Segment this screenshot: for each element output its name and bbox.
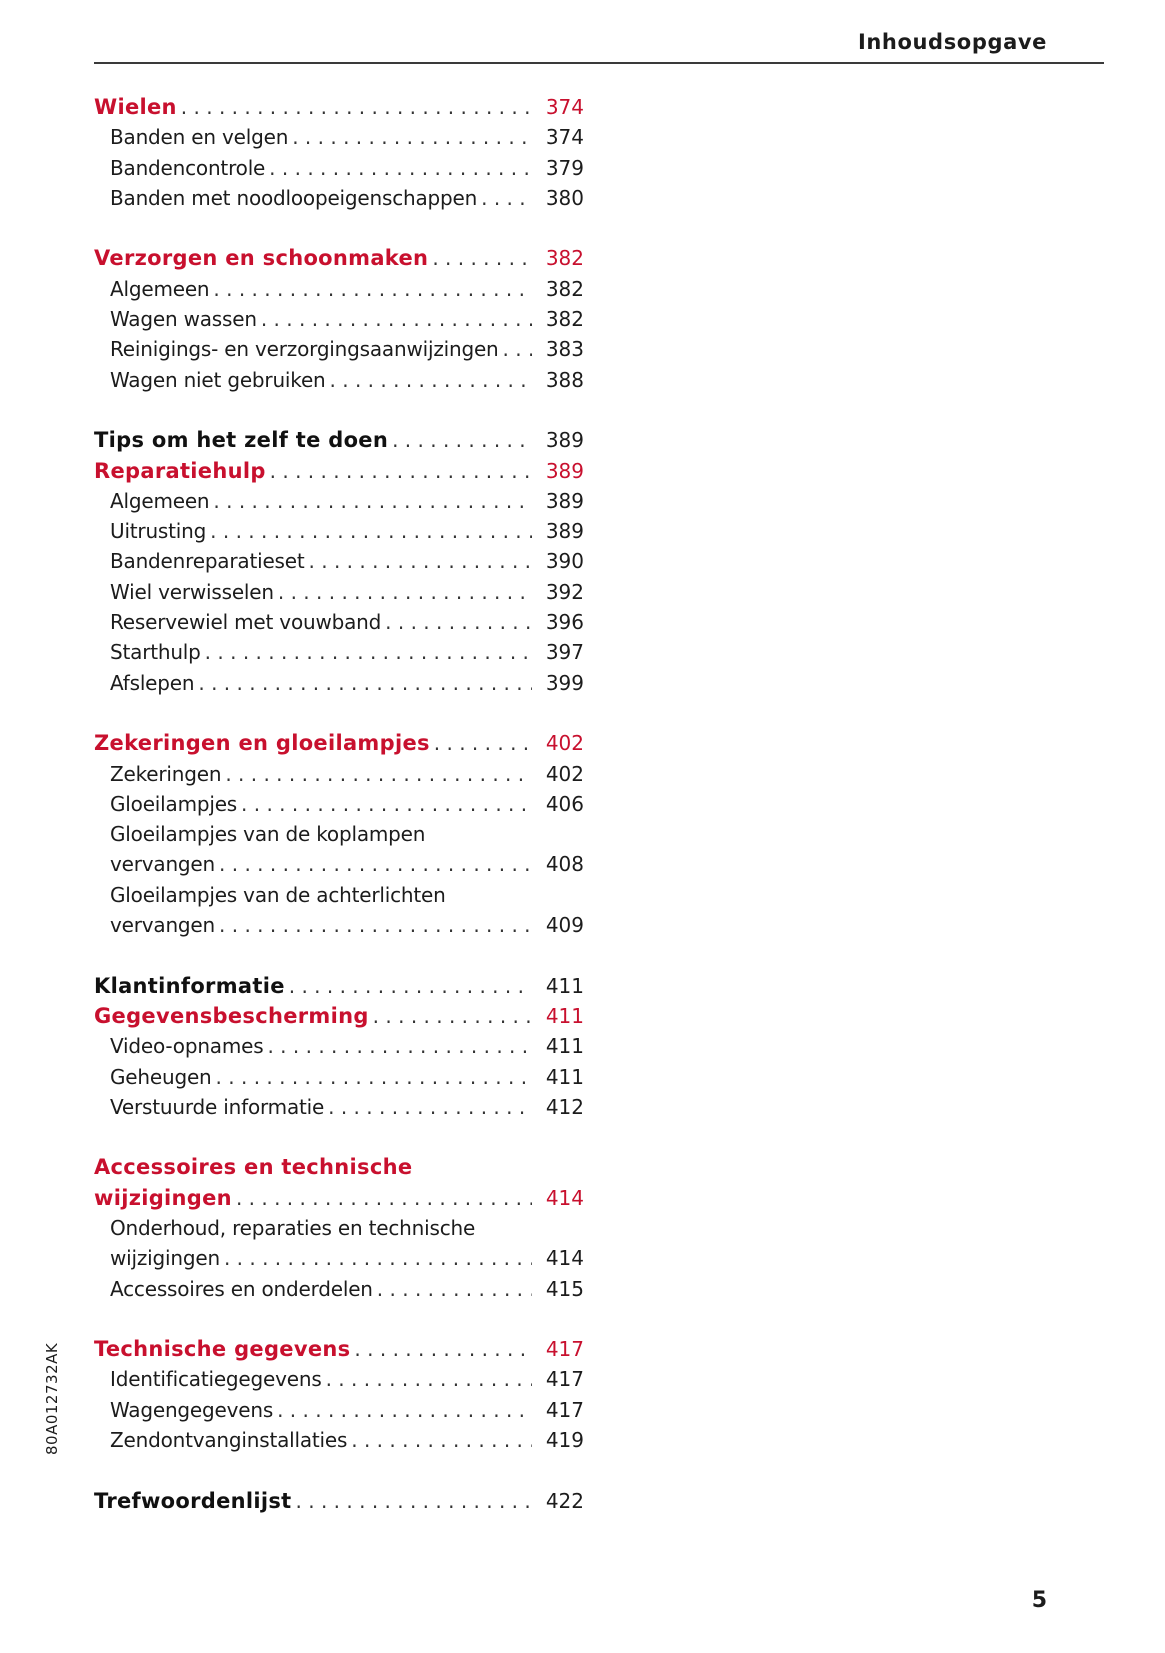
toc-label: Video-opnames bbox=[110, 1034, 264, 1059]
toc-section[interactable] bbox=[94, 1486, 584, 1516]
dot-leader bbox=[269, 153, 532, 183]
toc-entry[interactable] bbox=[94, 910, 584, 940]
toc-entry[interactable] bbox=[94, 789, 584, 819]
toc-label: Reservewiel met vouwband bbox=[110, 610, 382, 635]
toc-spacer bbox=[94, 1455, 584, 1485]
dot-leader bbox=[292, 122, 532, 152]
dot-leader bbox=[198, 668, 532, 698]
toc-page-number: 397 bbox=[545, 640, 584, 665]
toc-spacer bbox=[94, 698, 584, 728]
toc-entry[interactable] bbox=[94, 1425, 584, 1455]
toc-label: Wielen bbox=[94, 95, 177, 119]
toc-label: Banden en velgen bbox=[110, 125, 289, 150]
toc-page-number: 392 bbox=[545, 579, 584, 604]
toc-entry[interactable] bbox=[94, 546, 584, 576]
toc-page-number: 411 bbox=[545, 1003, 584, 1028]
toc-label: Technische gegevens bbox=[94, 1337, 351, 1362]
toc-spacer bbox=[94, 395, 584, 425]
toc-page-number: 399 bbox=[545, 670, 584, 695]
dot-leader bbox=[377, 1274, 532, 1304]
toc-section[interactable] bbox=[94, 456, 584, 486]
toc-spacer bbox=[94, 1122, 584, 1152]
toc-page-number: 419 bbox=[545, 1428, 584, 1453]
page-header-title: Inhoudsopgave bbox=[857, 30, 1047, 54]
toc-label: vervangen bbox=[110, 913, 216, 938]
toc-entry[interactable] bbox=[94, 183, 584, 213]
dot-leader bbox=[267, 1031, 532, 1061]
toc-page-number: 396 bbox=[545, 610, 584, 635]
toc-label: Accessoires en technische bbox=[94, 1155, 413, 1180]
dot-leader bbox=[278, 577, 532, 607]
toc-entry[interactable] bbox=[94, 1031, 584, 1061]
toc-page-number: 380 bbox=[545, 185, 584, 210]
toc-label: Klantinformatie bbox=[94, 973, 285, 998]
toc-page-number: 382 bbox=[545, 276, 584, 301]
toc-label: Wagengegevens bbox=[110, 1397, 274, 1422]
toc-label: Bandencontrole bbox=[110, 155, 266, 180]
toc-page-number: 388 bbox=[545, 367, 584, 392]
dot-leader bbox=[224, 1243, 532, 1273]
toc-page-number: 414 bbox=[545, 1185, 584, 1210]
toc-page-number: 374 bbox=[545, 95, 584, 119]
toc-page-number: 417 bbox=[545, 1397, 584, 1422]
toc-label: Reparatiehulp bbox=[94, 458, 266, 483]
dot-leader bbox=[277, 1395, 532, 1425]
toc-entry[interactable] bbox=[94, 304, 584, 334]
page-number: 5 bbox=[1031, 1588, 1047, 1613]
toc-entry[interactable] bbox=[94, 759, 584, 789]
dot-leader bbox=[354, 1334, 532, 1364]
toc-spacer bbox=[94, 940, 584, 970]
toc-page-number: 415 bbox=[545, 1276, 584, 1301]
toc-entry[interactable] bbox=[94, 516, 584, 546]
toc-entry[interactable] bbox=[94, 1364, 584, 1394]
toc-label: Tips om het zelf te doen bbox=[94, 428, 389, 453]
dot-leader bbox=[219, 910, 532, 940]
dot-leader bbox=[432, 243, 532, 273]
toc-page-number: 379 bbox=[545, 155, 584, 180]
toc-label: Zendontvanginstallaties bbox=[110, 1428, 348, 1453]
toc-page-number: 411 bbox=[545, 973, 584, 998]
dot-leader bbox=[351, 1425, 532, 1455]
toc-label: Afslepen bbox=[110, 670, 195, 695]
toc-page-number: 417 bbox=[545, 1337, 584, 1362]
dot-leader bbox=[330, 365, 532, 395]
toc-page-number: 411 bbox=[545, 1034, 584, 1059]
toc-section[interactable] bbox=[94, 1334, 584, 1364]
toc-entry-wrapped-line[interactable] bbox=[94, 1213, 584, 1243]
dot-leader bbox=[241, 789, 532, 819]
toc-label: wijzigingen bbox=[110, 1246, 220, 1271]
table-of-contents bbox=[94, 92, 584, 1516]
toc-section[interactable] bbox=[94, 243, 584, 273]
toc-label: Verzorgen en schoonmaken bbox=[94, 246, 429, 271]
toc-entry[interactable] bbox=[94, 668, 584, 698]
toc-entry[interactable] bbox=[94, 849, 584, 879]
toc-entry[interactable] bbox=[94, 1274, 584, 1304]
toc-label: Banden met noodloopeigenschappen bbox=[110, 185, 478, 210]
toc-label: Zekeringen bbox=[110, 761, 222, 786]
dot-leader bbox=[289, 971, 532, 1001]
toc-entry[interactable] bbox=[94, 637, 584, 667]
toc-page-number: 406 bbox=[545, 791, 584, 816]
toc-entry-wrapped-line[interactable] bbox=[94, 880, 584, 910]
toc-page-number: 382 bbox=[545, 307, 584, 332]
dot-leader bbox=[210, 516, 532, 546]
toc-section[interactable] bbox=[94, 728, 584, 758]
toc-label: Wagen niet gebruiken bbox=[110, 367, 326, 392]
toc-label: Geheugen bbox=[110, 1064, 212, 1089]
toc-page-number: 417 bbox=[545, 1367, 584, 1392]
toc-entry[interactable] bbox=[94, 577, 584, 607]
toc-label: wijzigingen bbox=[94, 1185, 232, 1210]
toc-page-number: 422 bbox=[545, 1488, 584, 1513]
toc-label: Algemeen bbox=[110, 488, 210, 513]
toc-entry[interactable] bbox=[94, 122, 584, 152]
toc-page-number: 389 bbox=[545, 488, 584, 513]
toc-section[interactable] bbox=[94, 425, 584, 455]
dot-leader bbox=[503, 334, 532, 364]
toc-label: Identificatiegegevens bbox=[110, 1367, 322, 1392]
toc-section[interactable] bbox=[94, 92, 584, 122]
toc-label: Wiel verwisselen bbox=[110, 579, 274, 604]
toc-page-number: 390 bbox=[545, 549, 584, 574]
toc-entry[interactable] bbox=[94, 153, 584, 183]
toc-entry[interactable] bbox=[94, 486, 584, 516]
dot-leader bbox=[261, 304, 532, 334]
toc-entry[interactable] bbox=[94, 274, 584, 304]
toc-label: Verstuurde informatie bbox=[110, 1094, 325, 1119]
dot-leader bbox=[296, 1486, 532, 1516]
toc-spacer bbox=[94, 1304, 584, 1334]
toc-label: Algemeen bbox=[110, 276, 210, 301]
toc-label: Gloeilampjes van de koplampen bbox=[110, 822, 426, 847]
dot-leader bbox=[309, 546, 532, 576]
dot-leader bbox=[219, 849, 532, 879]
dot-leader bbox=[434, 728, 532, 758]
toc-page-number: 414 bbox=[545, 1246, 584, 1271]
toc-page-number: 389 bbox=[545, 458, 584, 483]
toc-entry[interactable] bbox=[94, 1062, 584, 1092]
toc-entry[interactable] bbox=[94, 1395, 584, 1425]
dot-leader bbox=[328, 1092, 532, 1122]
toc-entry[interactable] bbox=[94, 1092, 584, 1122]
dot-leader bbox=[392, 425, 532, 455]
toc-label: Reinigings- en verzorgingsaanwijzingen bbox=[110, 337, 499, 362]
toc-page-number: 382 bbox=[545, 246, 584, 271]
dot-leader bbox=[270, 456, 532, 486]
toc-label: Gegevensbescherming bbox=[94, 1003, 369, 1028]
toc-entry-wrapped-line[interactable] bbox=[94, 819, 584, 849]
dot-leader bbox=[481, 183, 532, 213]
toc-section[interactable] bbox=[94, 1152, 584, 1182]
toc-label: vervangen bbox=[110, 852, 216, 877]
toc-entry[interactable] bbox=[94, 365, 584, 395]
dot-leader bbox=[181, 92, 532, 122]
toc-label: Starthulp bbox=[110, 640, 201, 665]
toc-entry[interactable] bbox=[94, 334, 584, 364]
header-divider bbox=[94, 62, 1104, 64]
toc-label: Accessoires en onderdelen bbox=[110, 1276, 373, 1301]
dot-leader bbox=[213, 486, 532, 516]
toc-page-number: 402 bbox=[545, 761, 584, 786]
toc-page-number: 411 bbox=[545, 1064, 584, 1089]
dot-leader bbox=[213, 274, 532, 304]
toc-spacer bbox=[94, 213, 584, 243]
toc-section[interactable] bbox=[94, 1001, 584, 1031]
toc-page-number: 412 bbox=[545, 1094, 584, 1119]
toc-label: Zekeringen en gloeilampjes bbox=[94, 731, 430, 756]
toc-label: Wagen wassen bbox=[110, 307, 257, 332]
dot-leader bbox=[205, 637, 532, 667]
dot-leader bbox=[326, 1364, 532, 1394]
dot-leader bbox=[385, 607, 532, 637]
toc-label: Trefwoordenlijst bbox=[94, 1488, 292, 1513]
toc-page-number: 389 bbox=[545, 519, 584, 544]
toc-label: Bandenreparatieset bbox=[110, 549, 305, 574]
toc-entry[interactable] bbox=[94, 607, 584, 637]
toc-section[interactable] bbox=[94, 971, 584, 1001]
toc-page-number: 389 bbox=[545, 428, 584, 453]
toc-label: Gloeilampjes van de achterlichten bbox=[110, 882, 446, 907]
toc-page-number: 402 bbox=[545, 731, 584, 756]
dot-leader bbox=[236, 1183, 532, 1213]
dot-leader bbox=[373, 1001, 532, 1031]
toc-label: Onderhoud, reparaties en technische bbox=[110, 1215, 476, 1240]
toc-page-number: 409 bbox=[545, 913, 584, 938]
toc-page-number: 374 bbox=[545, 125, 584, 150]
document-code: 80A012732AK bbox=[43, 1342, 61, 1455]
toc-label: Uitrusting bbox=[110, 519, 207, 544]
toc-label: Gloeilampjes bbox=[110, 791, 238, 816]
toc-section[interactable] bbox=[94, 1183, 584, 1213]
dot-leader bbox=[216, 1062, 532, 1092]
toc-page-number: 383 bbox=[545, 337, 584, 362]
toc-entry[interactable] bbox=[94, 1243, 584, 1273]
dot-leader bbox=[225, 759, 532, 789]
toc-page-number: 408 bbox=[545, 852, 584, 877]
